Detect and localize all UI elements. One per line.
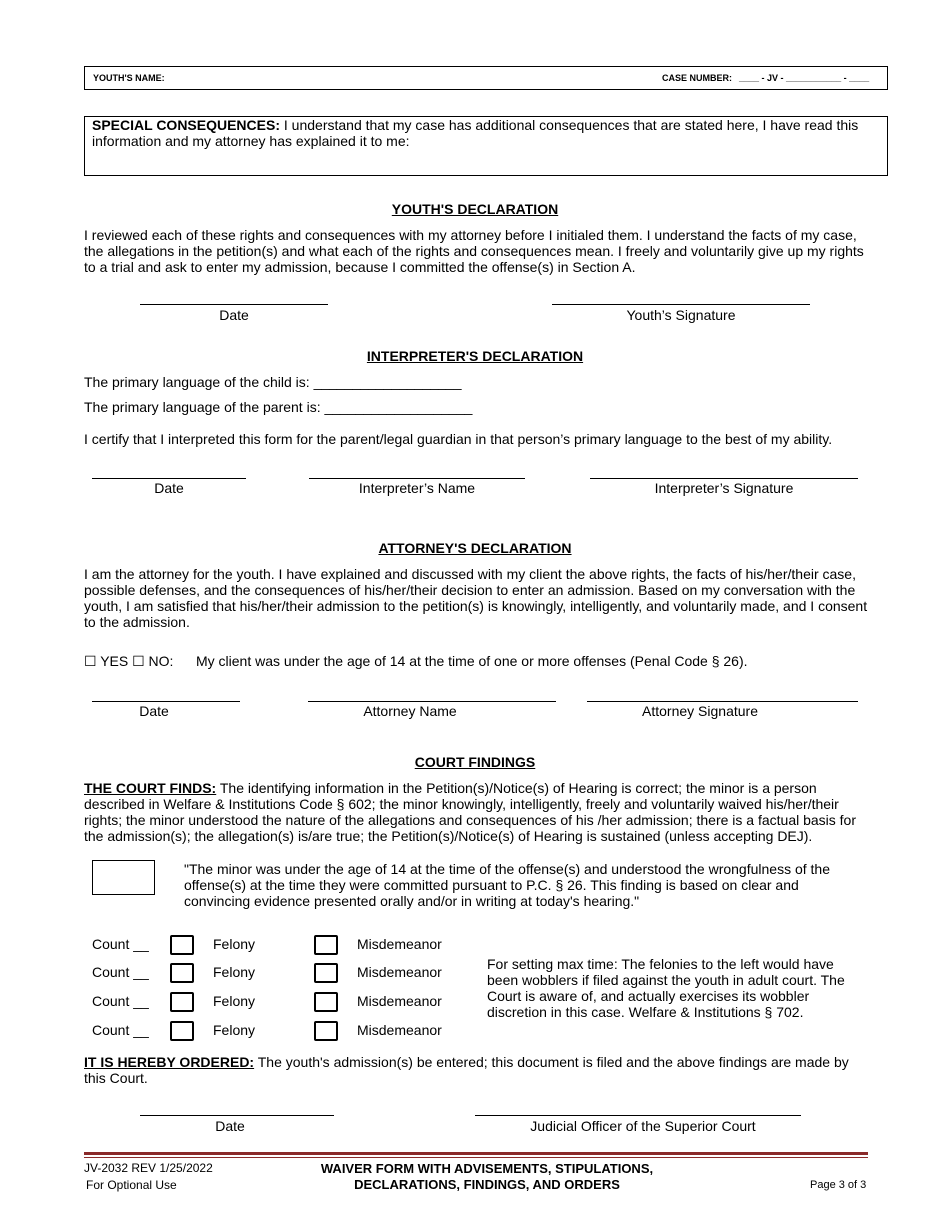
interpreter-certify-text: I certify that I interpreted this form for the parent/legal guardian in that person’s primary language to the best of my ability. — [84, 431, 833, 447]
felony-label: Felony — [213, 1022, 256, 1038]
attorney-name-label: Attorney Name — [363, 703, 457, 719]
felony-checkbox[interactable] — [170, 935, 194, 955]
court-finds-body: The identifying information in the Petition(s)/Notice(s) of Hearing is correct; the minor is a person described in Welfare & Institutions Code § 602; the minor knowingly, intelligently, freely and voluntarily waived his/her/their rights; the minor understood the nature of the allegations and consequences of his /her admission; there is a factual basis for the admission(s); the allegation(s) is/are true; the Petition(s)/Notice(s) of Hearing is sustained (unless accepting DEJ). — [84, 780, 857, 844]
judicial-officer-label: Judicial Officer of the Superior Court — [530, 1118, 756, 1134]
interpreter-date-label: Date — [154, 480, 184, 496]
court-finds-label: THE COURT FINDS: — [84, 780, 217, 796]
case-number-field[interactable]: ____ - JV - ___________ - ____ — [739, 73, 870, 83]
misdemeanor-label: Misdemeanor — [357, 1022, 442, 1038]
judicial-date-line[interactable] — [140, 1115, 334, 1116]
judicial-date-label: Date — [215, 1118, 245, 1134]
misdemeanor-checkbox[interactable] — [314, 935, 338, 955]
youth-name-label: YOUTH'S NAME: — [93, 73, 165, 83]
felony-label: Felony — [213, 993, 256, 1009]
count-label[interactable]: Count __ — [92, 993, 149, 1009]
footer-rule — [84, 1152, 868, 1155]
court-findings-heading: COURT FINDINGS — [414, 754, 536, 770]
misdemeanor-label: Misdemeanor — [357, 964, 442, 980]
hereby-ordered-text — [84, 1054, 868, 1086]
misdemeanor-checkbox[interactable] — [314, 992, 338, 1012]
footer-rule-thin — [84, 1157, 868, 1158]
parent-language-field[interactable]: The primary language of the parent is: ___________________ — [84, 399, 473, 415]
footer-title — [250, 1161, 724, 1193]
misdemeanor-label: Misdemeanor — [357, 993, 442, 1009]
felony-checkbox[interactable] — [170, 992, 194, 1012]
footer-title-line-1: WAIVER FORM WITH ADVISEMENTS, STIPULATIONS, — [320, 1161, 654, 1176]
felony-checkbox[interactable] — [170, 1021, 194, 1041]
youth-signature-label: Youth’s Signature — [626, 307, 736, 323]
attorney-name-line[interactable] — [308, 701, 556, 702]
interpreter-declaration-heading: INTERPRETER'S DECLARATION — [366, 348, 584, 364]
case-number-label: CASE NUMBER: — [662, 73, 733, 83]
youth-signature-line[interactable] — [552, 304, 810, 305]
footer-title-line-2: DECLARATIONS, FINDINGS, AND ORDERS — [354, 1177, 620, 1192]
form-id: JV-2032 REV 1/25/2022 — [84, 1161, 213, 1175]
interpreter-date-line[interactable] — [92, 478, 246, 479]
interpreter-name-line[interactable] — [309, 478, 525, 479]
interpreter-signature-label: Interpreter’s Signature — [654, 480, 794, 496]
youth-date-line[interactable] — [140, 304, 328, 305]
under-14-statement: My client was under the age of 14 at the time of one or more offenses (Penal Code § 26). — [196, 653, 748, 669]
youth-declaration-heading: YOUTH'S DECLARATION — [391, 201, 559, 217]
misdemeanor-checkbox[interactable] — [314, 1021, 338, 1041]
attorney-declaration-text: I am the attorney for the youth. I have explained and discussed with my client the above rights, the facts of his/her/their case, possible defenses, and the consequences of his/her/their decision to enter an admission. Based on my conversation with the youth, I am satisfied that his/her/their admission to the petition(s) is knowingly, intelligently, and voluntarily made, and I consent to the admission. — [84, 566, 868, 630]
max-time-note: For setting max time: The felonies to the left would have been wobblers if filed against the youth in adult court. The Court is aware of, and actually exercises its wobbler discretion in this case. Welfare & Institutions § 702. — [487, 956, 845, 1020]
under-14-initial-box[interactable] — [92, 860, 155, 895]
hereby-ordered-label: IT IS HEREBY ORDERED: — [84, 1054, 255, 1070]
court-finds-text — [84, 780, 868, 844]
yes-no-checkboxes[interactable]: ☐ YES ☐ NO: — [84, 653, 174, 669]
special-consequences-text — [92, 117, 882, 149]
count-label[interactable]: Count __ — [92, 936, 149, 952]
under-14-finding-text: "The minor was under the age of 14 at the time of the offense(s) and understood the wrongfulness of the offense(s) at the time they were committed pursuant to P.C. § 26. This finding is based on clear and convincing evidence presented orally and/or in writing at today's hearing." — [184, 861, 830, 909]
hereby-ordered-body: The youth's admission(s) be entered; this document is filed and the above findings are made by this Court. — [84, 1054, 849, 1086]
misdemeanor-label: Misdemeanor — [357, 936, 442, 952]
misdemeanor-checkbox[interactable] — [314, 963, 338, 983]
judicial-signature-line[interactable] — [475, 1115, 801, 1116]
youth-declaration-text: I reviewed each of these rights and consequences with my attorney before I initialed them. I understand the facts of my case, the allegations in the petition(s) and what each of the rights and consequences mean. I freely and voluntarily give up my rights to a trial and ask to enter my admission, because I committed the offense(s) in Section A. — [84, 227, 864, 275]
attorney-date-label: Date — [139, 703, 169, 719]
attorney-declaration-heading: ATTORNEY'S DECLARATION — [378, 540, 572, 556]
youth-date-label: Date — [219, 307, 249, 323]
felony-label: Felony — [213, 964, 256, 980]
special-consequences-label: SPECIAL CONSEQUENCES: — [92, 117, 280, 133]
interpreter-signature-line[interactable] — [590, 478, 858, 479]
felony-label: Felony — [213, 936, 256, 952]
interpreter-name-label: Interpreter’s Name — [358, 480, 476, 496]
attorney-signature-label: Attorney Signature — [642, 703, 758, 719]
attorney-signature-line[interactable] — [587, 701, 858, 702]
count-label[interactable]: Count __ — [92, 964, 149, 980]
count-label[interactable]: Count __ — [92, 1022, 149, 1038]
page-number: Page 3 of 3 — [810, 1179, 867, 1191]
optional-use: For Optional Use — [86, 1178, 177, 1192]
child-language-field[interactable]: The primary language of the child is: ___________________ — [84, 374, 462, 390]
felony-checkbox[interactable] — [170, 963, 194, 983]
special-consequences-body: I understand that my case has additional consequences that are stated here, I have read this information and my attorney has explained it to me: — [92, 117, 859, 149]
attorney-date-line[interactable] — [92, 701, 240, 702]
